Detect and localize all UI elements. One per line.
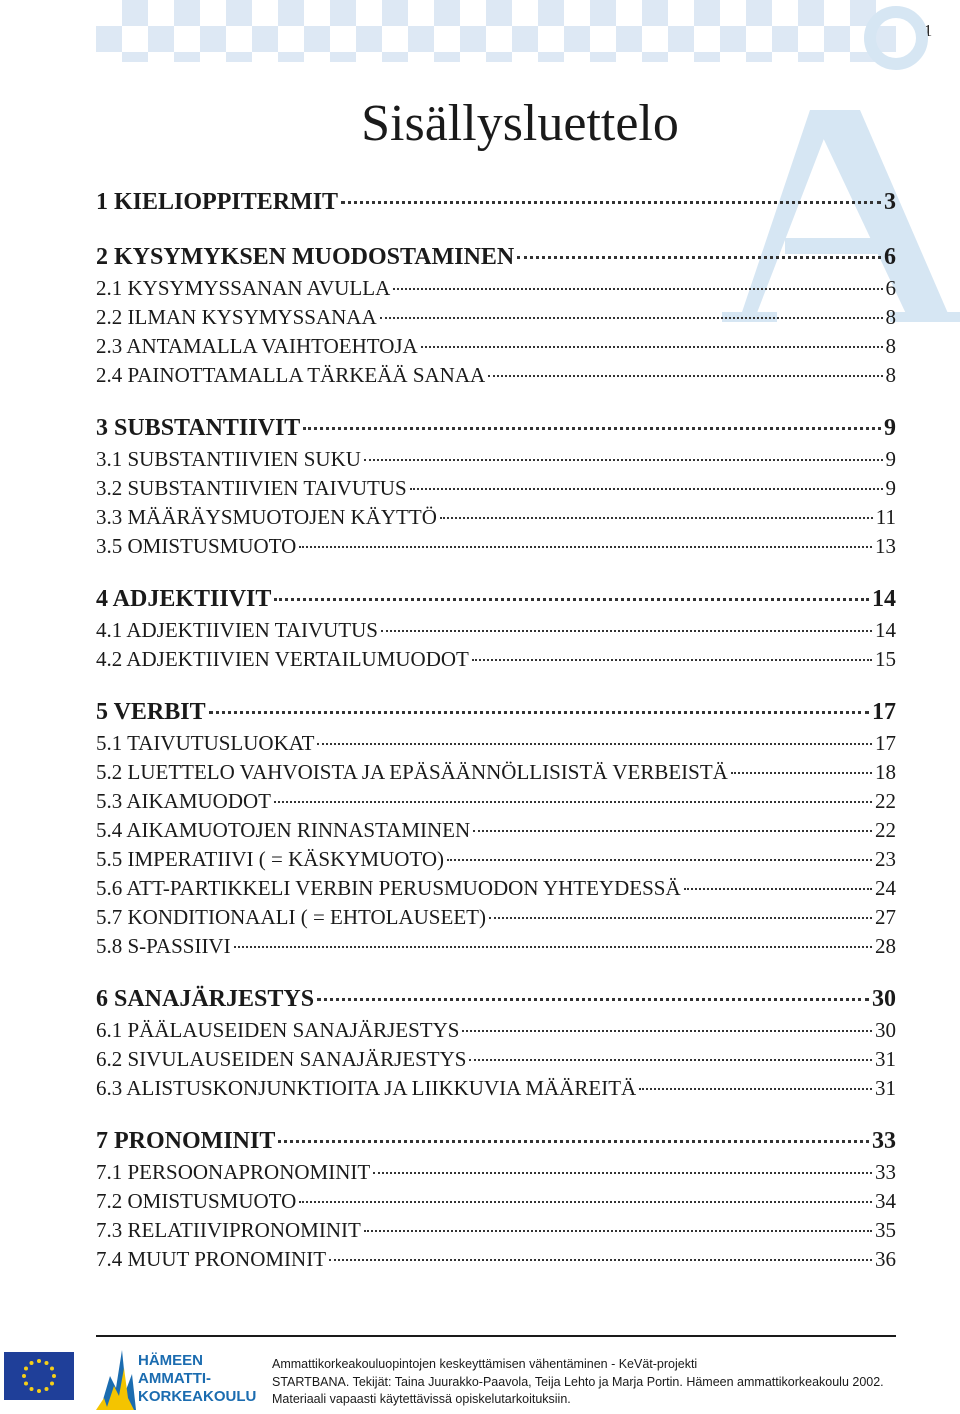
eu-star — [45, 1361, 49, 1365]
eu-star — [37, 1389, 41, 1393]
toc-page-number: 18 — [875, 760, 896, 784]
toc-entry-label: 5.7 KONDITIONAALI ( = EHTOLAUSEET) — [96, 905, 486, 929]
toc-entry-label: 1 KIELIOPPITERMIT — [96, 189, 339, 215]
toc-page-number: 11 — [875, 505, 896, 529]
toc-page-number: 6 — [884, 244, 896, 270]
toc-dot-leader — [364, 459, 883, 461]
toc-section — [96, 361, 896, 390]
toc-entry-label: 5.2 LUETTELO VAHVOISTA JA EPÄSÄÄNNÖLLISISTÄ VERBEISTÄ — [96, 760, 728, 784]
toc-dot-leader — [329, 1259, 872, 1261]
toc-page-number: 8 — [885, 363, 896, 387]
toc-entry-label: 4.2 ADJEKTIIVIEN VERTAILUMUODOT — [96, 647, 469, 671]
toc-page-number: 27 — [875, 905, 896, 929]
toc-entry-label: 7.1 PERSOONAPRONOMINIT — [96, 1160, 371, 1184]
toc-page-number: 14 — [872, 586, 896, 612]
toc-section — [96, 474, 896, 503]
toc-dot-leader — [317, 998, 869, 1001]
toc-entry-label: 2 KYSYMYKSEN MUODOSTAMINEN — [96, 244, 515, 270]
toc-dot-leader — [421, 346, 883, 348]
footer-line-1: Ammattikorkeakouluopintojen keskeyttämisen vähentäminen - KeVät-projekti — [272, 1357, 698, 1371]
toc-section — [96, 532, 896, 561]
eu-flag-icon — [4, 1352, 74, 1400]
toc-page-number: 31 — [875, 1076, 896, 1100]
toc-page-number: 22 — [875, 789, 896, 813]
toc-entry-label: 3 SUBSTANTIIVIT — [96, 415, 301, 441]
toc-chapter — [96, 186, 896, 219]
toc-dot-leader — [447, 859, 872, 861]
toc-page-number: 22 — [875, 818, 896, 842]
table-of-contents — [96, 186, 896, 1274]
toc-dot-leader — [381, 630, 872, 632]
toc-page-number: 8 — [885, 334, 896, 358]
toc-entry-label: 5.1 TAIVUTUSLUOKAT — [96, 731, 315, 755]
toc-dot-leader — [517, 256, 881, 259]
toc-dot-leader — [274, 598, 869, 601]
toc-entry-label: 4.1 ADJEKTIIVIEN TAIVUTUS — [96, 618, 378, 642]
toc-page-number: 36 — [875, 1247, 896, 1271]
toc-entry-label: 3.3 MÄÄRÄYSMUOTOJEN KÄYTTÖ — [96, 505, 437, 529]
toc-chapter — [96, 696, 896, 729]
toc-page-number: 31 — [875, 1047, 896, 1071]
toc-entry-label: 7 PRONOMINIT — [96, 1128, 276, 1154]
eu-star — [45, 1387, 49, 1391]
toc-page-number: 34 — [875, 1189, 896, 1213]
toc-page-number: 17 — [875, 731, 896, 755]
toc-section — [96, 1216, 896, 1245]
toc-section — [96, 787, 896, 816]
eu-star — [22, 1374, 26, 1378]
toc-dot-leader — [731, 772, 872, 774]
hamk-logo-text — [138, 1352, 256, 1406]
toc-dot-leader — [274, 801, 872, 803]
toc-chapter — [96, 412, 896, 445]
toc-page-number: 33 — [872, 1128, 896, 1154]
toc-section — [96, 303, 896, 332]
toc-page-number: 24 — [875, 876, 896, 900]
toc-chapter — [96, 241, 896, 274]
toc-chapter — [96, 983, 896, 1016]
toc-entry-label: 3.1 SUBSTANTIIVIEN SUKU — [96, 447, 361, 471]
toc-entry-label: 6.2 SIVULAUSEIDEN SANAJÄRJESTYS — [96, 1047, 467, 1071]
toc-page-number: 23 — [875, 847, 896, 871]
toc-entry-label: 5 VERBIT — [96, 699, 206, 725]
toc-dot-leader — [440, 517, 873, 519]
eu-star — [37, 1359, 41, 1363]
toc-dot-leader — [299, 546, 872, 548]
toc-section — [96, 1016, 896, 1045]
toc-dot-leader — [639, 1088, 872, 1090]
eu-star — [52, 1374, 56, 1378]
footer-text — [272, 1356, 902, 1409]
toc-page-number: 30 — [872, 986, 896, 1012]
toc-entry-label: 6.3 ALISTUSKONJUNKTIOITA JA LIIKKUVIA MÄÄREITÄ — [96, 1076, 637, 1100]
toc-dot-leader — [373, 1172, 872, 1174]
logo-line-3: KORKEAKOULU — [138, 1388, 257, 1405]
toc-entry-label: 2.1 KYSYMYSSANAN AVULLA — [96, 276, 391, 300]
toc-entry-label: 2.3 ANTAMALLA VAIHTOEHTOJA — [96, 334, 418, 358]
toc-section — [96, 616, 896, 645]
toc-page-number: 28 — [875, 934, 896, 958]
toc-dot-leader — [380, 317, 883, 319]
toc-page-number: 3 — [884, 189, 896, 215]
toc-entry-label: 3.2 SUBSTANTIIVIEN TAIVUTUS — [96, 476, 407, 500]
toc-section — [96, 845, 896, 874]
toc-section — [96, 645, 896, 674]
toc-section — [96, 445, 896, 474]
toc-section — [96, 1187, 896, 1216]
toc-entry-label: 6.1 PÄÄLAUSEIDEN SANAJÄRJESTYS — [96, 1018, 460, 1042]
toc-page-number: 30 — [875, 1018, 896, 1042]
toc-dot-leader — [209, 711, 869, 714]
toc-entry-label: 2.2 ILMAN KYSYMYSSANAA — [96, 305, 377, 329]
toc-entry-label: 7.4 MUUT PRONOMINIT — [96, 1247, 327, 1271]
toc-entry-label: 7.2 OMISTUSMUOTO — [96, 1189, 297, 1213]
toc-entry-label: 5.8 S-PASSIIVI — [96, 934, 231, 958]
toc-entry-label: 5.6 ATT-PARTIKKELI VERBIN PERUSMUODON YHTEYDESSÄ — [96, 876, 681, 900]
toc-entry-label: 5.4 AIKAMUOTOJEN RINNASTAMINEN — [96, 818, 471, 842]
toc-entry-label: 5.5 IMPERATIIVI ( = KÄSKYMUOTO) — [96, 847, 445, 871]
toc-section — [96, 729, 896, 758]
toc-section — [96, 874, 896, 903]
toc-dot-leader — [234, 946, 872, 948]
page-title: Sisällysluettelo — [361, 95, 679, 152]
eu-star — [24, 1382, 28, 1386]
eu-star — [50, 1382, 54, 1386]
eu-star — [24, 1367, 28, 1371]
toc-page-number: 6 — [885, 276, 896, 300]
footer-divider — [96, 1335, 896, 1337]
toc-section — [96, 758, 896, 787]
toc-page-number: 33 — [875, 1160, 896, 1184]
eu-star — [50, 1367, 54, 1371]
toc-page-number: 9 — [885, 476, 896, 500]
toc-entry-label: 5.3 AIKAMUODOT — [96, 789, 271, 813]
toc-page-number: 13 — [875, 534, 896, 558]
toc-dot-leader — [462, 1030, 872, 1032]
toc-dot-leader — [684, 888, 872, 890]
toc-dot-leader — [488, 375, 882, 377]
toc-chapter — [96, 1125, 896, 1158]
toc-entry-label: 7.3 RELATIIVIPRONOMINIT — [96, 1218, 361, 1242]
toc-page-number: 14 — [875, 618, 896, 642]
toc-page-number: 9 — [884, 415, 896, 441]
toc-dot-leader — [393, 288, 882, 290]
toc-entry-label: 2.4 PAINOTTAMALLA TÄRKEÄÄ SANAA — [96, 363, 486, 387]
toc-page-number: 9 — [885, 447, 896, 471]
toc-dot-leader — [469, 1059, 872, 1061]
toc-page-number: 17 — [872, 699, 896, 725]
toc-section — [96, 1158, 896, 1187]
toc-section — [96, 503, 896, 532]
toc-section — [96, 932, 896, 961]
eu-star — [30, 1361, 34, 1365]
logo-line-1: HÄMEEN — [138, 1352, 204, 1369]
toc-section — [96, 903, 896, 932]
toc-section — [96, 1074, 896, 1103]
toc-section — [96, 274, 896, 303]
toc-dot-leader — [278, 1140, 869, 1143]
toc-section — [96, 332, 896, 361]
toc-dot-leader — [303, 427, 881, 430]
toc-dot-leader — [472, 659, 872, 661]
toc-dot-leader — [299, 1201, 872, 1203]
toc-page-number: 35 — [875, 1218, 896, 1242]
toc-entry-label: 4 ADJEKTIIVIT — [96, 586, 272, 612]
toc-dot-leader — [341, 201, 881, 204]
toc-dot-leader — [473, 830, 872, 832]
toc-section — [96, 816, 896, 845]
toc-entry-label: 6 SANAJÄRJESTYS — [96, 986, 315, 1012]
toc-entry-label: 3.5 OMISTUSMUOTO — [96, 534, 297, 558]
toc-page-number: 8 — [885, 305, 896, 329]
footer-line-3: Materiaali vapaasti käytettävissä opiskelutarkoituksiin. — [272, 1392, 571, 1406]
eu-star — [30, 1387, 34, 1391]
toc-page-number: 15 — [875, 647, 896, 671]
toc-dot-leader — [317, 743, 872, 745]
toc-dot-leader — [489, 917, 872, 919]
toc-section — [96, 1245, 896, 1274]
toc-section — [96, 1045, 896, 1074]
toc-dot-leader — [410, 488, 883, 490]
page-number: 1 — [923, 21, 933, 40]
footer-line-2: STARTBANA. Tekijät: Taina Juurakko-Paavola, Teija Lehto ja Marja Portin. Hämeen ammattikorkeakoulu 2002. — [272, 1374, 884, 1389]
toc-chapter — [96, 583, 896, 616]
logo-line-2: AMMATTI- — [138, 1370, 212, 1387]
toc-dot-leader — [364, 1230, 872, 1232]
